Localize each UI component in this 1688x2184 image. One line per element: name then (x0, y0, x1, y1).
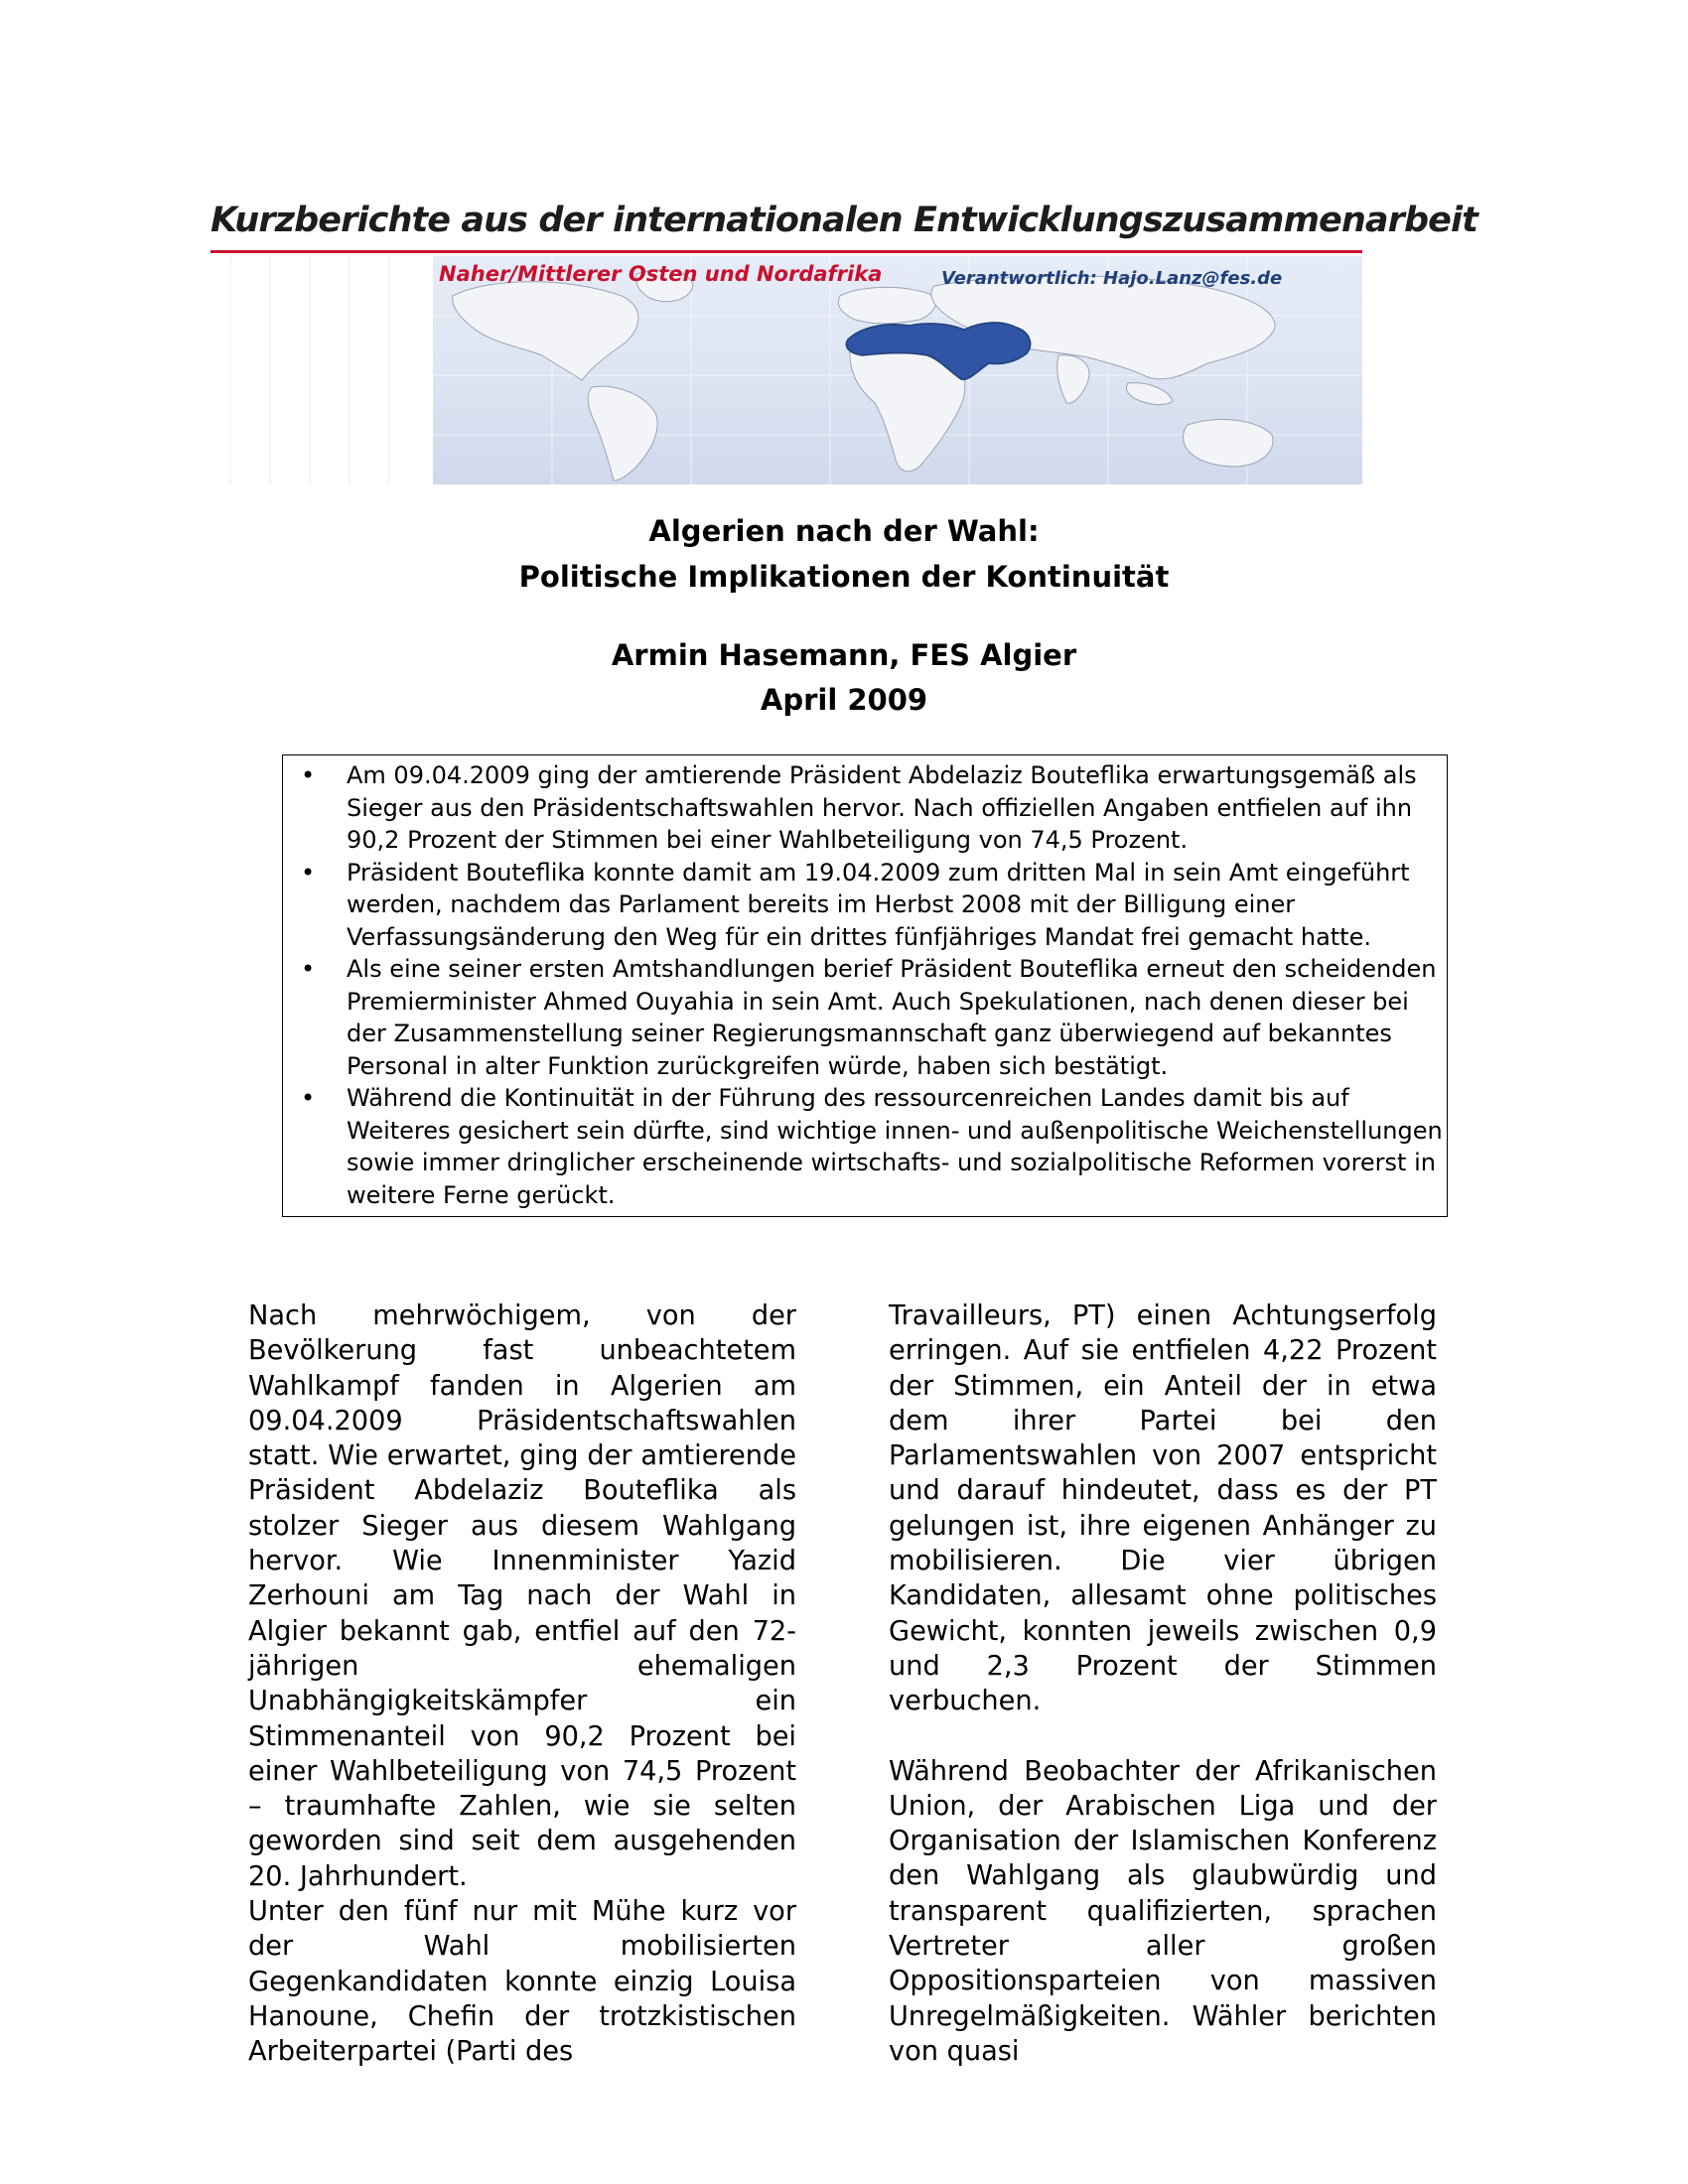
responsible-label: Verantwortlich: Hajo.Lanz@fes.de (941, 268, 1283, 289)
header-side-grid (211, 256, 433, 484)
summary-text: Präsident Bouteflika konnte damit am 19.04.2009 zum dritten Mal in sein Amt eingeführt werden, nachdem das Parlament bereits im Herbst 2008 mit der Billigung einer Verfassungsänderung den Weg für ein drittes fünfjähriges Mandat frei gemacht hatte. (347, 858, 1410, 951)
body-paragraph: Nach mehrwöchigem, von der Bevölkerung fast unbeachtetem Wahlkampf fanden in Algerien am 09.04.2009 Präsidentschaftswahlen statt. Wie erwartet, ging der amtierende Präsident Abdelaziz Bouteflika als stolzer Sieger aus diesem Wahlgang hervor. Wie Innenminister Yazid Zerhouni am Tag nach der Wahl in Algier bekannt gab, entfiel auf den 72-jährigen ehemaligen Unabhängigkeitskämpfer ein Stimmenanteil von 90,2 Prozent bei einer Wahlbeteiligung von 74,5 Prozent – traumhafte Zahlen, wie sie selten geworden sind seit dem ausgehenden 20. Jahrhundert. (248, 1300, 796, 1892)
summary-text: Als eine seiner ersten Amtshandlungen berief Präsident Bouteflika erneut den scheidenden Premierminister Ahmed Ouyahia in sein Amt. Auch Spekulationen, nach denen dieser bei der Zusammenstellung seiner Regierungsmannschaft ganz überwiegend auf bekanntes Personal in alter Funktion zurückgreifen würde, haben sich bestätigt. (347, 955, 1437, 1080)
summary-list (283, 755, 1447, 1211)
doc-title-line2: Politische Implikationen der Kontinuität (518, 560, 1170, 594)
summary-item (301, 953, 1447, 1082)
summary-box (282, 754, 1448, 1217)
doc-author: Armin Hasemann, FES Algier (611, 638, 1077, 672)
header-rule (211, 250, 1362, 253)
region-label: Naher/Mittlerer Osten und Nordafrika (439, 262, 883, 286)
bullet-icon: • (301, 858, 316, 887)
body-column-right (889, 1298, 1437, 2069)
body-column-left (248, 1298, 796, 2070)
doc-date: April 2009 (760, 683, 928, 717)
bullet-icon: • (301, 1084, 316, 1112)
doc-title-line1: Algerien nach der Wahl: (648, 514, 1040, 548)
body-paragraph: Während Beobachter der Afrikanischen Union, der Arabischen Liga und der Organisation der Islamischen Konferenz den Wahlgang als glaubwürdig und transparent qualifizierten, sprachen Vertreter aller großen Oppositionsparteien von massiven Unregelmäßigkeiten. Wähler berichten von quasi (889, 1755, 1437, 2067)
world-map-banner (433, 256, 1362, 484)
summary-item (301, 1082, 1447, 1211)
world-map (433, 256, 1362, 484)
paragraph-gap (889, 1719, 1437, 1754)
bullet-icon: • (301, 761, 316, 789)
body-paragraph: Unter den fünf nur mit Mühe kurz vor der Wahl mobilisierten Gegenkandidaten konnte einzig Louisa Hanoune, Chefin der trotzkistischen Arbeiterpartei (Parti des (248, 1896, 796, 2068)
bullet-icon: • (301, 955, 316, 983)
summary-text: Während die Kontinuität in der Führung des ressourcenreichen Landes damit bis auf Weiteres gesichert sein dürfte, sind wichtige innen- und außenpolitische Weichenstellungen sowie immer dringlicher erscheinende wirtschafts- und sozialpolitische Reformen vorerst in weitere Ferne gerückt. (347, 1084, 1443, 1209)
body-paragraph: Travailleurs, PT) einen Achtungserfolg erringen. Auf sie entfielen 4,22 Prozent der Stimmen, ein Anteil der in etwa dem ihrer Partei bei den Parlamentswahlen von 2007 entspricht und darauf hindeutet, dass es der PT gelungen ist, ihre eigenen Anhänger zu mobilisieren. Die vier übrigen Kandidaten, allesamt ohne politisches Gewicht, konnten jeweils zwischen 0,9 und 2,3 Prozent der Stimmen verbuchen. (889, 1300, 1437, 1717)
summary-item (301, 857, 1447, 954)
summary-text: Am 09.04.2009 ging der amtierende Präsident Abdelaziz Bouteflika erwartungsgemäß als Sieger aus den Präsidentschaftswahlen hervor. Nach offiziellen Angaben entfielen auf ihn 90,2 Prozent der Stimmen bei einer Wahlbeteiligung von 74,5 Prozent. (347, 761, 1417, 854)
summary-item (301, 759, 1447, 857)
series-title: Kurzberichte aus der internationalen Entwicklungszusammenarbeit (211, 201, 1477, 240)
